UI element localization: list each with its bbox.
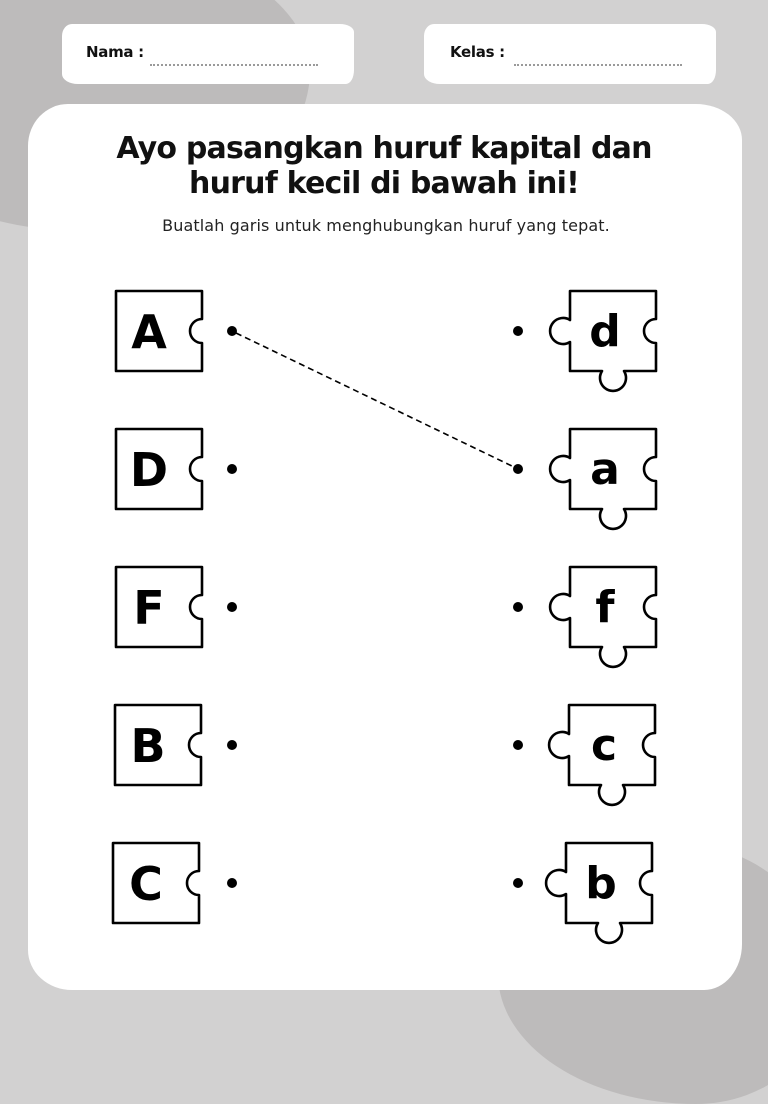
lowercase-letter: c: [590, 720, 618, 771]
example-connection-line: [236, 333, 514, 467]
lowercase-letter: d: [589, 306, 621, 357]
left-connect-dot[interactable]: [227, 464, 237, 474]
right-connect-dot[interactable]: [513, 602, 523, 612]
capital-letter: C: [129, 857, 163, 911]
capital-letter: D: [129, 443, 169, 497]
lowercase-letter: a: [590, 444, 620, 495]
name-label: Nama :: [86, 43, 144, 61]
lowercase-letter: f: [595, 582, 615, 633]
worksheet-title-line2: huruf kecil di bawah ini!: [189, 166, 579, 201]
left-connect-dot[interactable]: [227, 740, 237, 750]
class-label: Kelas :: [450, 43, 505, 61]
capital-letter: F: [133, 581, 165, 635]
right-connect-dot[interactable]: [513, 464, 523, 474]
right-connect-dot[interactable]: [513, 740, 523, 750]
right-connect-dot[interactable]: [513, 878, 523, 888]
left-connect-dot[interactable]: [227, 878, 237, 888]
worksheet-instruction: Buatlah garis untuk menghubungkan huruf yang tepat.: [162, 216, 610, 235]
right-connect-dot[interactable]: [513, 326, 523, 336]
capital-letter: A: [131, 305, 167, 359]
left-connect-dot[interactable]: [227, 326, 237, 336]
capital-letter: B: [130, 719, 166, 773]
worksheet-title-line1: Ayo pasangkan huruf kapital dan: [116, 131, 652, 166]
lowercase-letter: b: [585, 858, 617, 909]
left-connect-dot[interactable]: [227, 602, 237, 612]
